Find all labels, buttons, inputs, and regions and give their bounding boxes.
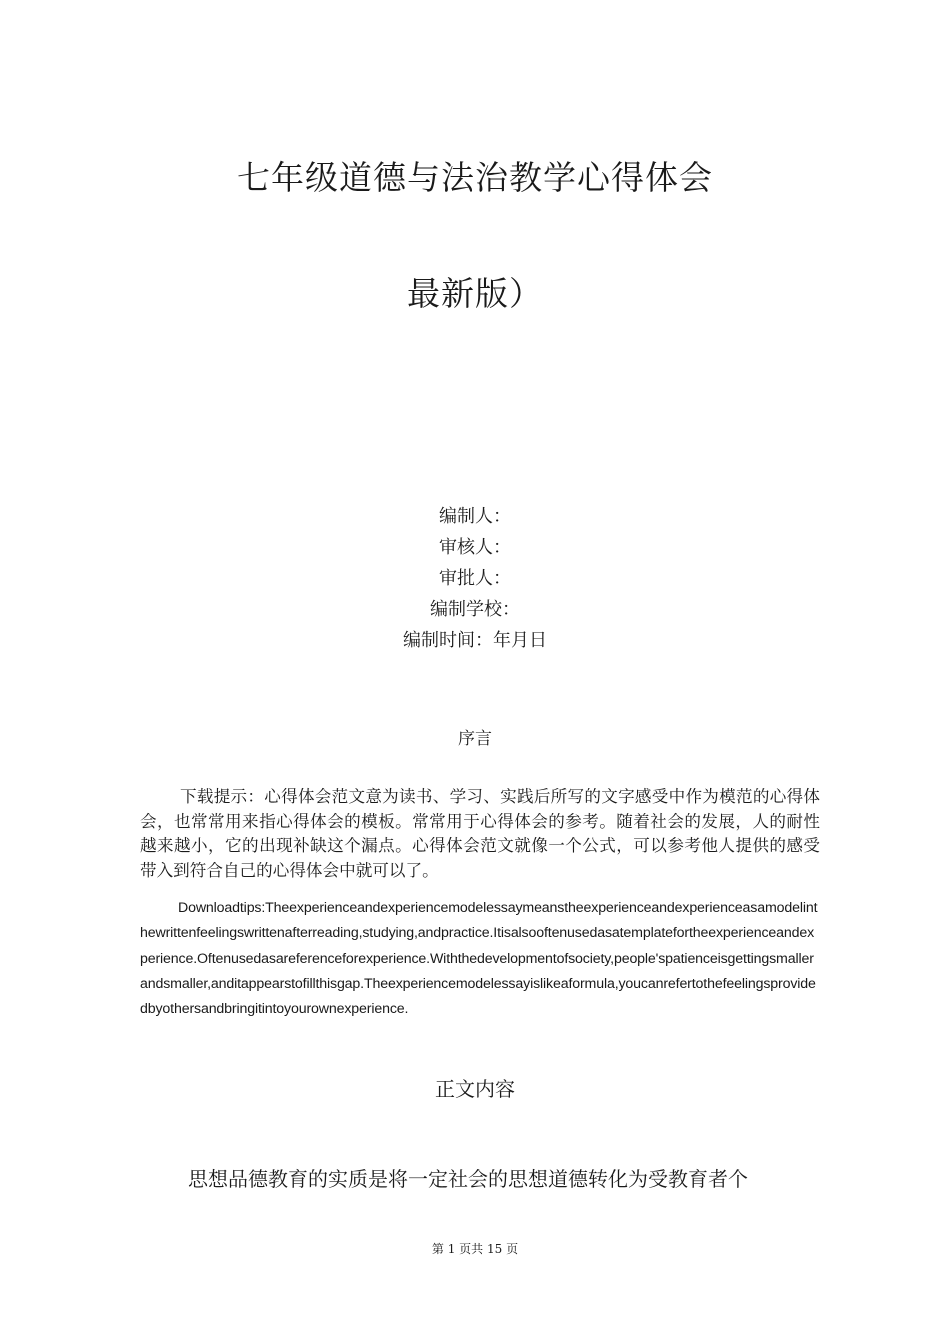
meta-school: 编制学校：: [430, 599, 520, 620]
preface-paragraph-cn: 下载提示：心得体会范文意为读书、学习、实践后所写的文字感受中作为模范的心得体会，也常常用来指心得体会的模板。常常用于心得体会的参考。随着社会的发展，人的耐性越来越小，它的出现补缺这个漏点。心得体会范文就像一个公式，可以参考他人提供的感受带入到符合自己的心得体会中就可以了。: [140, 787, 820, 880]
meta-compiler: 编制人：: [439, 506, 511, 527]
preface-heading: 序言: [458, 729, 492, 749]
meta-date: 编制时间：年月日: [403, 630, 547, 651]
body-paragraph: 思想品德教育的实质是将一定社会的思想道德转化为受教育者个: [188, 1167, 748, 1191]
meta-block: [0, 501, 950, 656]
meta-approver: 审批人：: [439, 568, 511, 589]
document-subtitle: 最新版）: [407, 274, 543, 313]
page-footer: 第 1 页共 15 页: [431, 1242, 519, 1256]
preface-paragraph-en: Downloadtips:Theexperienceandexperiencemodelessaymeanstheexperienceandexperienceasamodelinthewrittenfeelingswrittenafterreading,studying,andpractice.Itisalsooftenusedasatemplatefortheexperienceandexperience.Oftenusedasareferenceforexperience.Withthedevelopmentofsociety,people'spatienceisgettingsmallerandsmaller,anditappearstofillthisgap.Theexperiencemodelessayislikeaformula,youcanrefertothefeelingsprovidedbyothersandbringitintoyourownexperience.: [140, 900, 818, 1018]
document-title: 七年级道德与法治教学心得体会: [237, 158, 713, 197]
body-heading: 正文内容: [435, 1077, 515, 1101]
meta-reviewer: 审核人：: [439, 537, 511, 558]
